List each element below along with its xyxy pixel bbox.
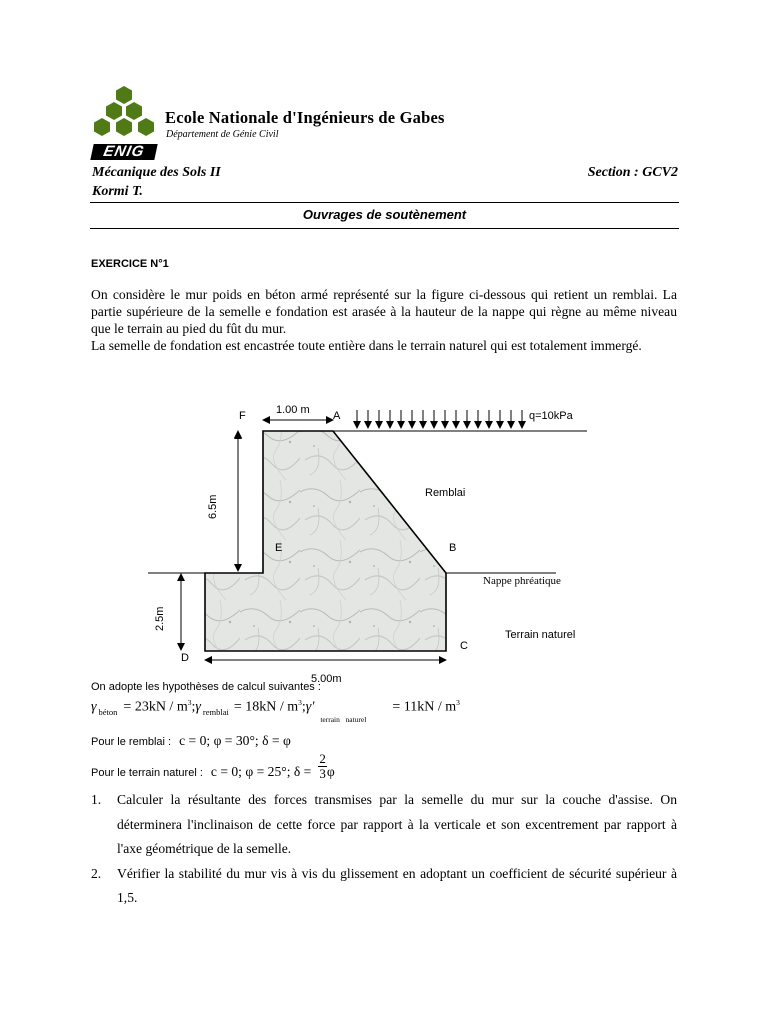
- remblai-label: Pour le remblai :: [91, 736, 172, 748]
- question-1-number: 1.: [91, 792, 102, 807]
- section-label: Section : GCV2: [587, 165, 678, 180]
- terrain-label: Pour le terrain naturel :: [91, 767, 203, 779]
- label-load: q=10kPa: [529, 410, 573, 422]
- statement-paragraph-2: La semelle de fondation est encastrée toute entière dans le terrain naturel qui est totalement immergé.: [91, 338, 642, 353]
- sub-terrain: terrain naturel: [320, 714, 367, 724]
- symbol-gamma-beton: γ: [91, 699, 97, 715]
- label-base-width: 5.00m: [311, 673, 342, 685]
- label-top-width: 1.00 m: [276, 404, 310, 416]
- question-1-text: Calculer la résultante des forces transmises par la semelle du mur sur la couche d'assise. On déterminera l'inclinaison de cette force par rapport à la verticale et son excentrement par rapport à l'axe géométrique de la semelle.: [117, 792, 677, 856]
- label-point-c: C: [460, 640, 468, 652]
- exp-terrain: 3: [456, 698, 460, 707]
- label-water-table: Nappe phréatique: [483, 575, 561, 587]
- hypotheses-intro: On adopte les hypothèses de calcul suivantes :: [91, 681, 321, 693]
- unit-weights-formula: [91, 698, 460, 724]
- sub-remblai: remblai: [202, 706, 229, 717]
- questions-list: [91, 788, 677, 911]
- header-rule-top: [90, 202, 679, 203]
- label-point-d: D: [181, 652, 189, 664]
- logo-wordmark: ENIG: [90, 144, 157, 160]
- exp-remblai: 3: [298, 698, 302, 707]
- separator-2: ;: [301, 699, 306, 715]
- symbol-gamma-remblai: γ: [195, 699, 201, 715]
- fraction-two-thirds: [318, 752, 327, 781]
- question-2-text: Vérifier la stabilité du mur vis à vis du glissement en adoptant un coefficient de sécurité supérieur à 1,5.: [117, 865, 677, 905]
- retaining-wall-figure: [0, 390, 768, 690]
- course-name: Mécanique des Sols II: [92, 165, 221, 180]
- separator-1: ;: [191, 699, 196, 715]
- school-name: Ecole Nationale d'Ingénieurs de Gabes: [165, 108, 445, 127]
- question-2: [91, 862, 677, 911]
- remblai-parameters: [91, 732, 291, 750]
- label-base-height: 2.5m: [154, 606, 166, 631]
- wall-body: [205, 431, 446, 651]
- teacher-name: Kormi T.: [92, 184, 143, 199]
- label-point-f: F: [239, 410, 246, 422]
- statement-paragraph-1: On considère le mur poids en béton armé représenté sur la figure ci-dessous qui retient un remblai. La partie supérieure de la semelle e fondation est arasée à la hauteur de la nappe qui règne au même niveau que le terrain au pied du fût du mur.: [91, 287, 677, 336]
- fraction-numerator: 2: [319, 751, 326, 766]
- symbol-gamma-terrain: γ': [305, 699, 315, 715]
- exercise-heading: EXERCICE N°1: [91, 258, 169, 270]
- remblai-values: c = 0; φ = 30°; δ = φ: [179, 733, 291, 748]
- phi-symbol: φ: [326, 764, 335, 779]
- label-point-e: E: [275, 542, 283, 554]
- question-1: [91, 788, 677, 862]
- label-point-b: B: [449, 542, 457, 554]
- value-terrain: = 11kN / m: [392, 699, 457, 715]
- value-remblai: = 18kN / m: [233, 699, 299, 715]
- school-logo: [90, 86, 158, 144]
- label-natural-soil: Terrain naturel: [505, 629, 576, 641]
- header-rule-bottom: [90, 228, 679, 229]
- terrain-parameters: [91, 752, 335, 788]
- document-title: Ouvrages de soutènement: [302, 207, 467, 222]
- department-name: Département de Génie Civil: [166, 129, 279, 140]
- exercise-statement: [91, 286, 677, 354]
- terrain-values: c = 0; φ = 25°; δ =: [210, 764, 312, 779]
- label-backfill: Remblai: [425, 487, 466, 499]
- value-beton: = 23kN / m: [123, 699, 188, 715]
- surcharge-load-arrows: [357, 410, 522, 428]
- label-point-a: A: [333, 410, 341, 422]
- fraction-denominator: 3: [319, 766, 326, 781]
- exp-beton: 3: [187, 698, 192, 707]
- sub-beton: béton: [98, 706, 118, 717]
- question-2-number: 2.: [91, 865, 102, 881]
- label-stem-height: 6.5m: [207, 494, 219, 519]
- logo-hexagons: [94, 86, 154, 136]
